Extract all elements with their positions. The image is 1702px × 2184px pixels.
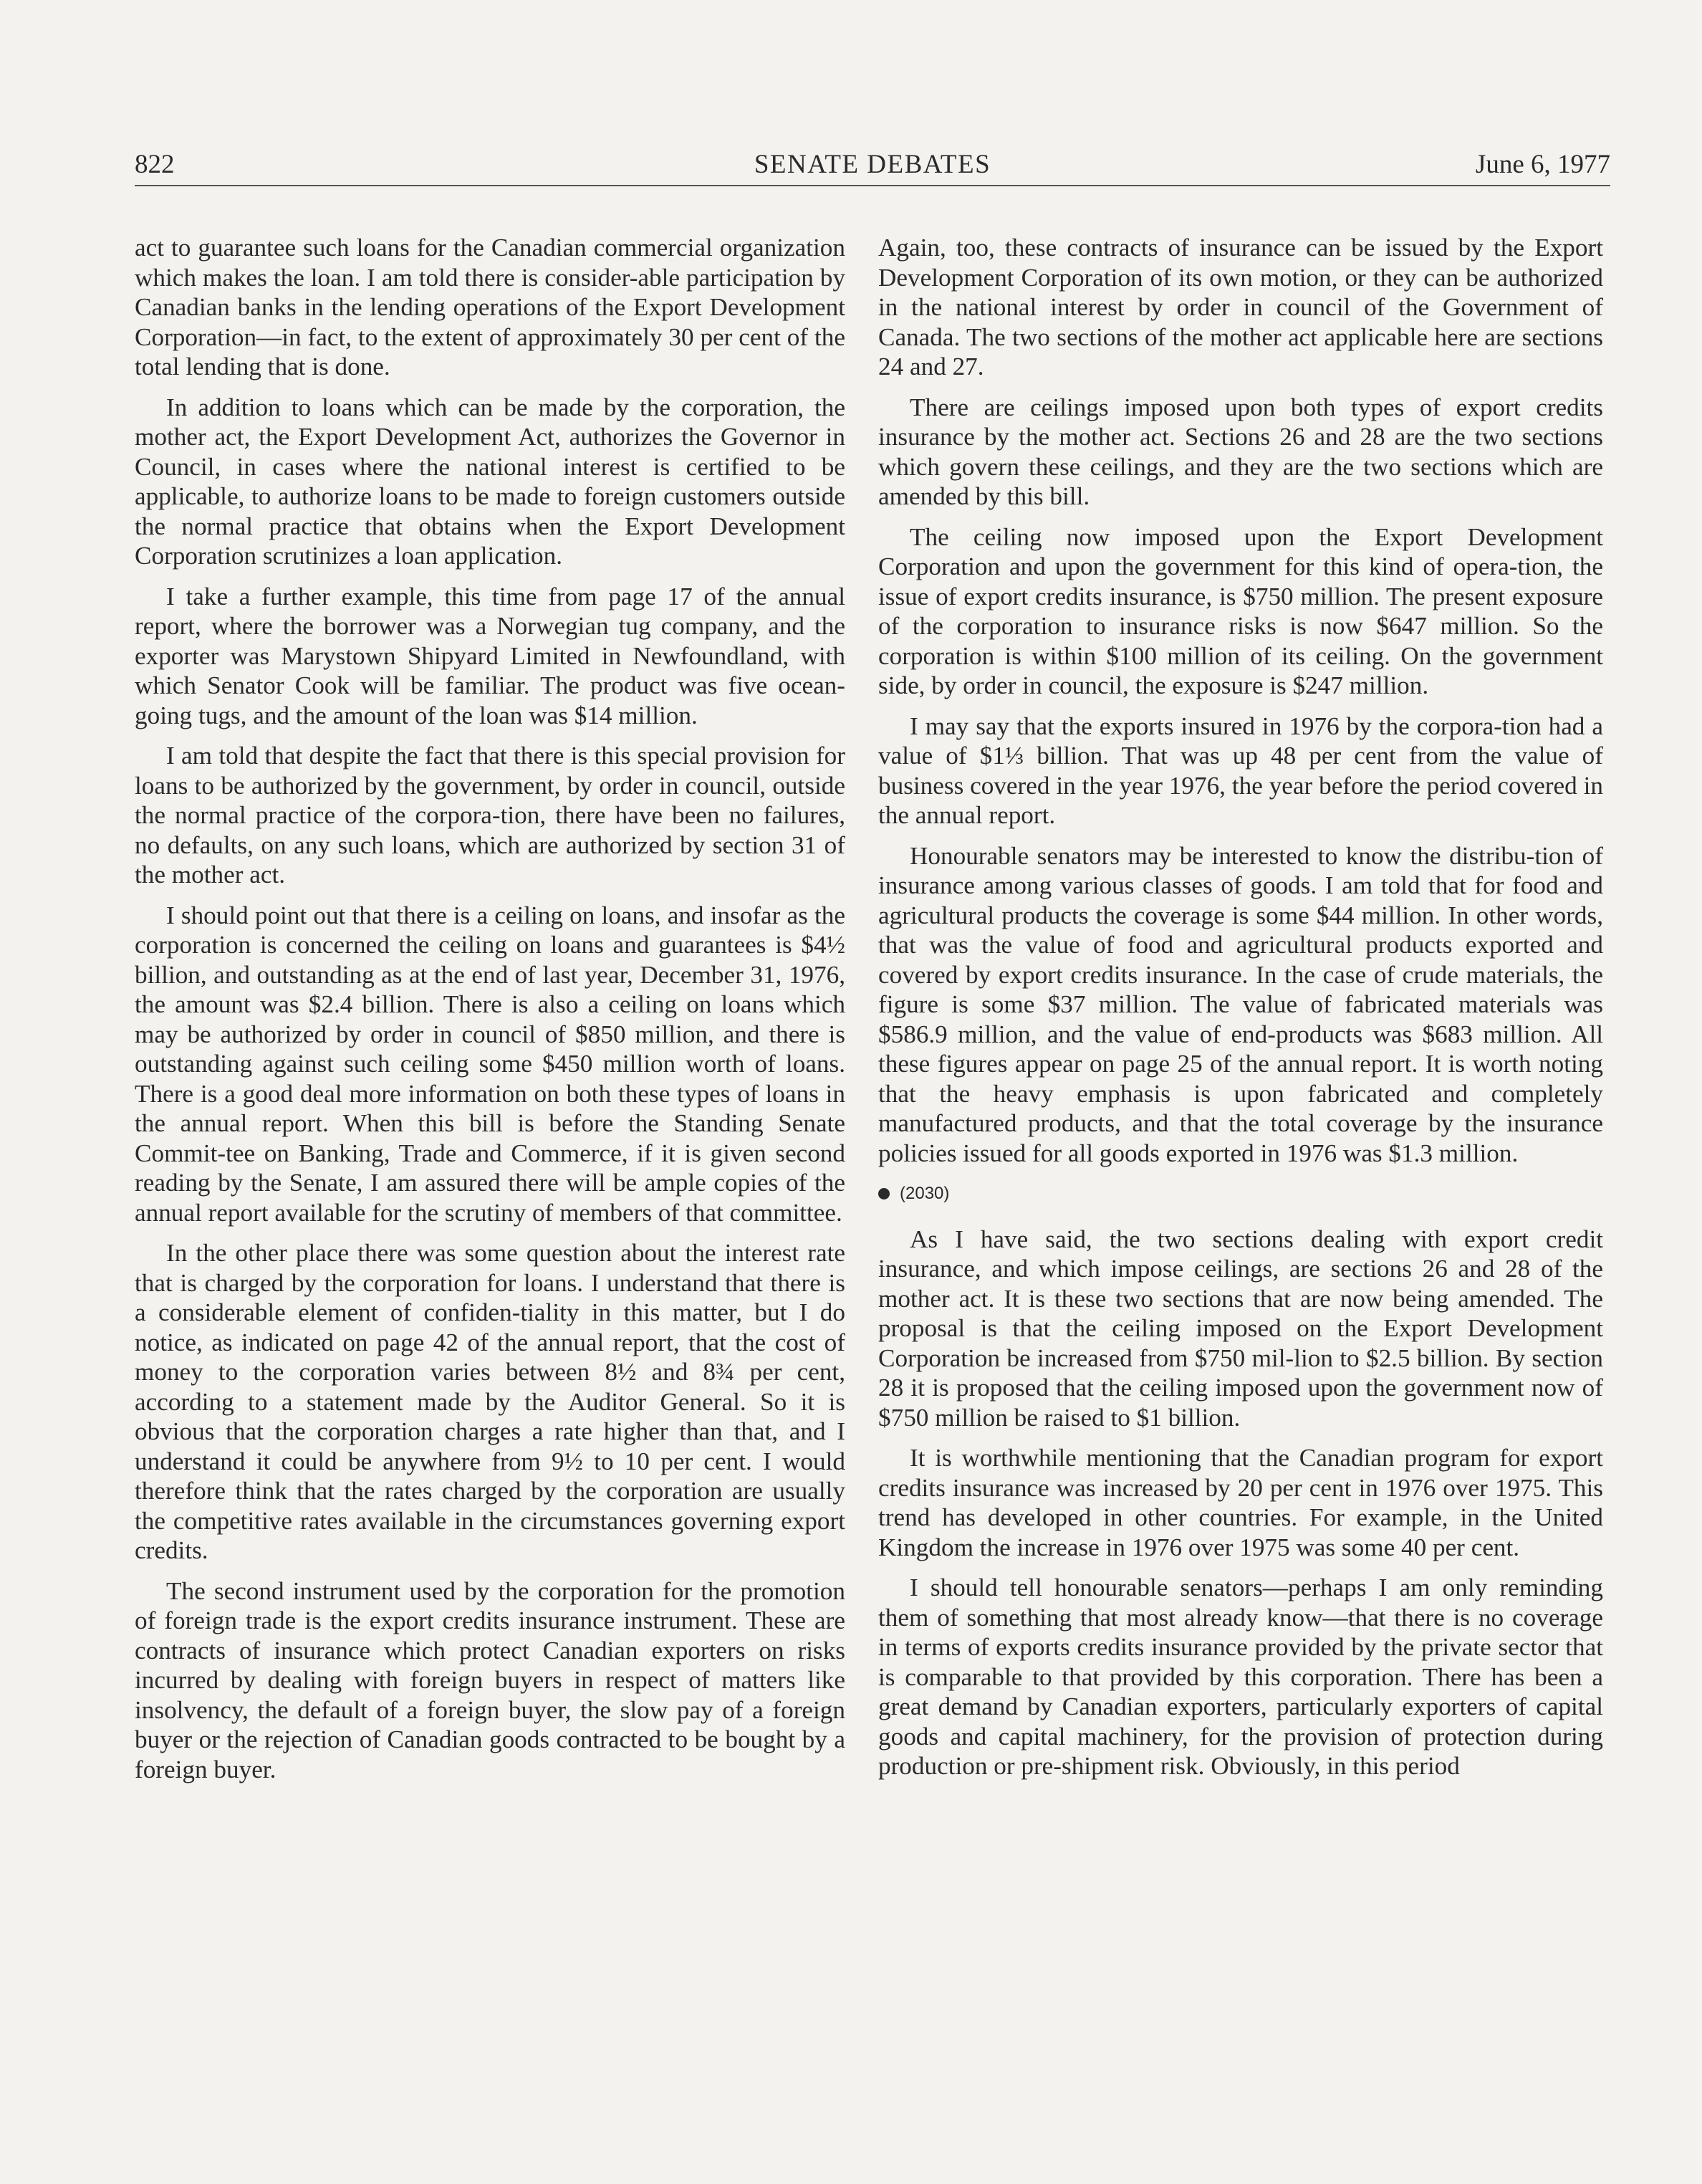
page-number: 822	[135, 150, 175, 179]
header-rule	[135, 185, 1610, 186]
paragraph: I am told that despite the fact that there is this special provision for loans to be authorized by the government, by order in council, outside the normal practice of the corpora-tion, there have been no failures, no defaults, on any such loans, which are authorized by section 31 of the mother act.	[135, 742, 845, 889]
time-marker	[878, 1179, 1603, 1209]
paragraph: It is worthwhile mentioning that the Canadian program for export credits insurance was increased by 20 per cent in 1976 over 1975. This trend has developed in other countries. For example, in the United Kingdom the increase in 1976 over 1975 was some 40 per cent.	[878, 1444, 1603, 1561]
publication-title: SENATE DEBATES	[754, 150, 991, 179]
paragraph: The ceiling now imposed upon the Export Development Corporation and upon the government for this kind of opera-tion, the issue of export credits insurance, is $750 million. The present exposure of the corporation to insurance risks is now $647 million. So the corporation is within $100 million of its ceiling. On the government side, by order in council, the exposure is $247 million.	[878, 522, 1603, 699]
paragraph: There are ceilings imposed upon both types of export credits insurance by the mother act. Sections 26 and 28 are the two sections which govern these ceilings, and they are the two sections which are amended by this bill.	[878, 393, 1603, 510]
time-marker-label: (2030)	[900, 1184, 950, 1203]
paragraph: As I have said, the two sections dealing with export credit insurance, and which impose ceilings, are sections 26 and 28 of the mother act. It is these two sections that are now being amended. The proposal is that the ceiling imposed on the Export Development Corporation be increased from $750 mil-lion to $2.5 billion. By section 28 it is proposed that the ceiling imposed upon the government now of $750 million be raised to $1 billion.	[878, 1225, 1603, 1432]
left-column	[135, 233, 845, 1795]
paragraph: I should tell honourable senators—perhaps I am only reminding them of something that most already know—that there is no coverage in terms of exports credits insurance provided by the private sector that is comparable to that provided by this corporation. There has been a great demand by Canadian exporters, particularly exporters of capital goods and capital machinery, for the provision of protection during production or pre-shipment risk. Obviously, in this period	[878, 1574, 1603, 1780]
paragraph: Honourable senators may be interested to know the distribu-tion of insurance among various classes of goods. I am told that for food and agricultural products the coverage is some $44 million. In other words, that was the value of food and agricultural products exported and covered by export credits insurance. In the case of crude materials, the figure is some $37 million. The value of fabricated materials was $586.9 million, and the value of end-products was $683 million. All these figures appear on page 25 of the annual report. It is worth noting that the heavy emphasis is upon fabricated and completely manufactured products, and that the total coverage by the insurance policies issued for all goods exported in 1976 was $1.3 million.	[878, 841, 1603, 1167]
paragraph: I should point out that there is a ceiling on loans, and insofar as the corporation is concerned the ceiling on loans and guarantees is $4½ billion, and outstanding as at the end of last year, December 31, 1976, the amount was $2.4 billion. There is also a ceiling on loans which may be authorized by order in council of $850 million, and there is outstanding against such ceiling some $450 million worth of loans. There is a good deal more information on both these types of loans in the annual report. When this bill is before the Standing Senate Commit-tee on Banking, Trade and Commerce, if it is given second reading by the Senate, I am assured there will be ample copies of the annual report available for the scrutiny of members of that committee.	[135, 901, 845, 1227]
paragraph: I take a further example, this time from page 17 of the annual report, where the borrower was a Norwegian tug company, and the exporter was Marystown Shipyard Limited in Newfoundland, with which Senator Cook will be familiar. The product was five ocean-going tugs, and the amount of the loan was $14 million.	[135, 582, 845, 729]
publication-date: June 6, 1977	[1475, 150, 1610, 179]
bullet-icon	[878, 1188, 890, 1199]
paragraph: The second instrument used by the corporation for the promotion of foreign trade is the export credits insurance instrument. These are contracts of insurance which protect Canadian exporters on risks incurred by dealing with foreign buyers in respect of matters like insolvency, the default of a foreign buyer, the slow pay of a foreign buyer or the rejection of Canadian goods contracted to be bought by a foreign buyer.	[135, 1576, 845, 1783]
paragraph: I may say that the exports insured in 1976 by the corpora-tion had a value of $1⅓ billion. That was up 48 per cent from the value of business covered in the year 1976, the year before the period covered in the annual report.	[878, 712, 1603, 829]
paragraph: Again, too, these contracts of insurance can be issued by the Export Development Corporation of its own motion, or they can be authorized in the national interest by order in council of the Government of Canada. The two sections of the mother act applicable here are sections 24 and 27.	[878, 234, 1603, 380]
page-header	[135, 149, 1610, 186]
right-column	[878, 233, 1603, 1792]
paragraph: In the other place there was some question about the interest rate that is charged by the corporation for loans. I understand that there is a considerable element of confiden-tiality in this matter, but I do notice, as indicated on page 42 of the annual report, that the cost of money to the corporation varies between 8½ and 8¾ per cent, according to a statement made by the Auditor General. So it is obvious that the corporation charges a rate higher than that, and I understand it could be anywhere from 9½ to 10 per cent. I would therefore think that the rates charged by the corporation are usually the competitive rates available in the circumstances governing export credits.	[135, 1239, 845, 1564]
paragraph: act to guarantee such loans for the Canadian commercial organization which makes the loan. I am told there is consider-able participation by Canadian banks in the lending operations of the Export Development Corporation—in fact, to the extent of approximately 30 per cent of the total lending that is done.	[135, 234, 845, 380]
paragraph: In addition to loans which can be made by the corporation, the mother act, the Export Development Act, authorizes the Governor in Council, in cases where the national interest is certified to be applicable, to authorize loans to be made to foreign customers outside the normal practice that obtains when the Export Development Corporation scrutinizes a loan application.	[135, 393, 845, 570]
